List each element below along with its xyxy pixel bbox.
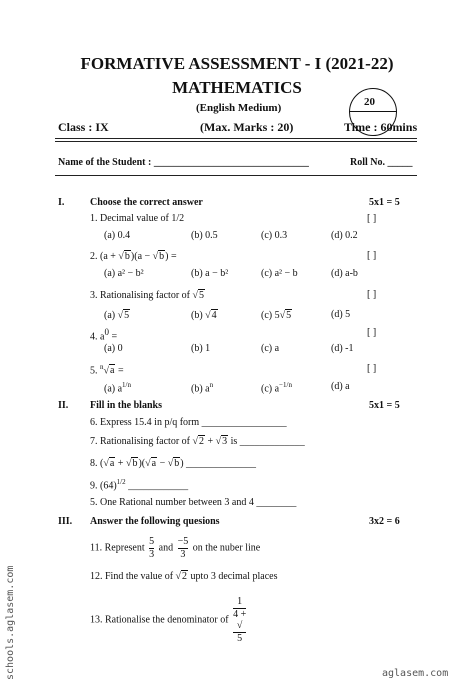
q5-root-index: n [100, 363, 104, 371]
q8-part2: + [115, 458, 126, 469]
q4-stem: 4. a [90, 331, 105, 343]
header-rule-bottom [55, 141, 417, 142]
header-rule-top [55, 138, 417, 139]
q7-radicand2: 3 [222, 436, 228, 447]
q3-option-d: (d) 5 [331, 309, 351, 320]
q2-option-b: (b) a − b² [191, 268, 229, 279]
q7-radicand1: 2 [198, 436, 204, 447]
section1-title: Choose the correct answer [90, 197, 203, 208]
section2-marks: 5x1 = 5 [369, 400, 400, 411]
q5-option-a [104, 381, 131, 394]
q9-text [90, 478, 188, 491]
q2-number: 2. [90, 251, 98, 262]
q12-stem: 12. Find the value of [90, 571, 176, 582]
q11-fraction1 [149, 536, 154, 560]
q5-option-b [191, 381, 213, 394]
q8-radicand1: a [109, 458, 115, 469]
q8-radicand4: b [174, 458, 180, 469]
q2-part3: ) = [165, 251, 177, 262]
section3-marks: 3x2 = 6 [369, 516, 400, 527]
q2-option-d: (d) a-b [331, 268, 358, 279]
q5-option-a-exponent: 1/n [122, 381, 131, 389]
q10-text: 5. One Rational number between 3 and 4 ________ [90, 497, 297, 508]
q4-option-c: (c) a [261, 343, 280, 354]
q5-text: 5. $^n$√a = [90, 363, 124, 377]
q4-equals: = [108, 331, 118, 343]
q13-numerator: 1 [237, 596, 243, 607]
q2-radicand1: b [124, 251, 130, 262]
q5-option-c-exponent: −1/n [279, 381, 292, 389]
q1-option-d: (d) 0.2 [331, 230, 358, 241]
q2-option-a: (a) a² − b² [104, 268, 144, 279]
q3-radicand: 5 [198, 290, 204, 301]
q1-option-c: (c) 0.3 [261, 230, 288, 241]
q7-stem: 7. Rationalising factor of [90, 436, 193, 447]
max-marks-label: (Max. Marks : 20) [200, 120, 294, 134]
roll-no-label: Roll No. _____ [350, 157, 413, 168]
q3-option-c-label: (c) 5 [261, 310, 280, 321]
q8-radicand2: b [132, 458, 138, 469]
score-divider [349, 111, 397, 112]
q7-text: 7. Rationalising factor of √2 + √3 is _____________ [90, 436, 305, 447]
exam-title: FORMATIVE ASSESSMENT - I (2021-22) [80, 54, 394, 73]
q8-text: 8. (√a + √b)(√a − √b) ______________ [90, 458, 257, 469]
q4-bracket: [ ] [367, 327, 377, 338]
q11-fraction2-numerator: −5 [177, 536, 189, 547]
q12-text: 12. Find the value of √2 upto 3 decimal places [90, 571, 278, 582]
q11-fraction2-denominator: 3 [178, 548, 189, 561]
q5-stem: 5. [90, 365, 100, 377]
q13-denominator: 4 + √ 5 [233, 608, 247, 644]
q4-option-d: (d) -1 [331, 343, 354, 354]
q13-stem: 13. Rationalise the denominator of [90, 614, 232, 626]
q11-fraction1-denominator: 3 [149, 548, 155, 560]
student-name-line [58, 157, 309, 168]
student-rule [55, 175, 417, 176]
q3-option-c-radicand: 5 [286, 310, 292, 321]
q8-radicand3: a [151, 458, 157, 469]
q1-bracket: [ ] [367, 213, 377, 224]
q13-denominator-radicand: 5 [233, 632, 246, 645]
q11-fraction1-numerator: 5 [149, 536, 155, 547]
subject-title: MATHEMATICS [172, 78, 302, 97]
q5-option-b-exponent: n [209, 381, 214, 389]
class-label: Class : IX [58, 120, 109, 134]
section1-marks: 5x1 = 5 [369, 197, 400, 208]
q7-plus: + [204, 436, 216, 447]
q13-denominator-part1: 4 + [233, 608, 247, 620]
q11-tail: on the nuber line [190, 542, 261, 554]
q2-part2: )(a − [130, 251, 153, 262]
q4-exponent: 0 [104, 327, 109, 337]
q4-text [90, 327, 117, 342]
q12-radicand: 2 [182, 571, 188, 582]
q3-option-b-label: (b) [191, 310, 206, 321]
footer-watermark: aglasem.com [382, 668, 449, 679]
q11-and: and [156, 542, 176, 554]
q7-blank: is _____________ [228, 436, 305, 447]
q2-option-c: (c) a² − b [261, 268, 298, 279]
q5-option-d: (d) a [331, 381, 350, 392]
q5-option-a-label: (a) a [104, 383, 123, 395]
student-name-blank: _______________________________ [153, 157, 309, 168]
q11-stem: 11. Represent [90, 542, 148, 554]
q6-text: 6. Express 15.4 in p/q form _________________ [90, 417, 287, 428]
q3-stem: 3. Rationalising factor of [90, 290, 193, 301]
q1-text: 1. Decimal value of 1/2 [90, 213, 185, 224]
section2-number: II. [58, 400, 69, 411]
section1-number: I. [58, 197, 65, 208]
q5-option-c [261, 381, 292, 394]
q5-radicand: a [110, 365, 115, 377]
q4-option-b: (b) 1 [191, 343, 211, 354]
student-name-label: Name of the Student : [58, 157, 154, 168]
q3-option-c: (c) 5√5 [261, 310, 292, 321]
section3-number: III. [58, 516, 73, 527]
q2-radicand2: b [159, 251, 165, 262]
q5-equals: = [115, 365, 124, 377]
q3-option-a-label: (a) [104, 310, 118, 321]
score-total: 20 [364, 96, 375, 108]
q2-part1: (a + [100, 251, 119, 262]
q3-option-a: (a) √5 [104, 310, 130, 321]
q9-blank: ____________ [125, 480, 189, 492]
q8-part1: 8. ( [90, 458, 104, 469]
q5-bracket: [ ] [367, 363, 377, 374]
q4-option-a: (a) 0 [104, 343, 123, 354]
q3-option-a-radicand: 5 [124, 310, 130, 321]
q8-part4: − [157, 458, 168, 469]
section3-title: Answer the following quesions [90, 516, 220, 527]
q11-text [90, 536, 260, 560]
q3-text: 3. Rationalising factor of √5 [90, 290, 204, 301]
q13-text [90, 596, 248, 644]
q3-option-b: (b) √4 [191, 310, 217, 321]
q1-option-a: (a) 0.4 [104, 230, 131, 241]
q2-text: 2. (a + √b)(a − √b) = [90, 251, 177, 262]
q5-option-b-label: (b) a [191, 383, 210, 395]
q12-tail: upto 3 decimal places [188, 571, 278, 582]
side-watermark: schools.aglasem.com [5, 565, 16, 680]
q3-bracket: [ ] [367, 289, 377, 300]
q2-bracket: [ ] [367, 250, 377, 261]
section2-title: Fill in the blanks [90, 400, 162, 411]
q3-option-b-radicand: 4 [211, 310, 217, 321]
q1-option-b: (b) 0.5 [191, 230, 218, 241]
q11-fraction2 [178, 536, 189, 560]
q9-stem: 9. (64) [90, 480, 117, 492]
q13-fraction [233, 596, 246, 644]
q8-part3: )( [138, 458, 146, 469]
medium-label: (English Medium) [196, 102, 282, 114]
q9-exponent: 1/2 [116, 478, 126, 486]
q8-part5: ) ______________ [180, 458, 257, 469]
time-label: Time : 60mins [344, 120, 418, 134]
q5-option-c-label: (c) a [261, 383, 280, 395]
